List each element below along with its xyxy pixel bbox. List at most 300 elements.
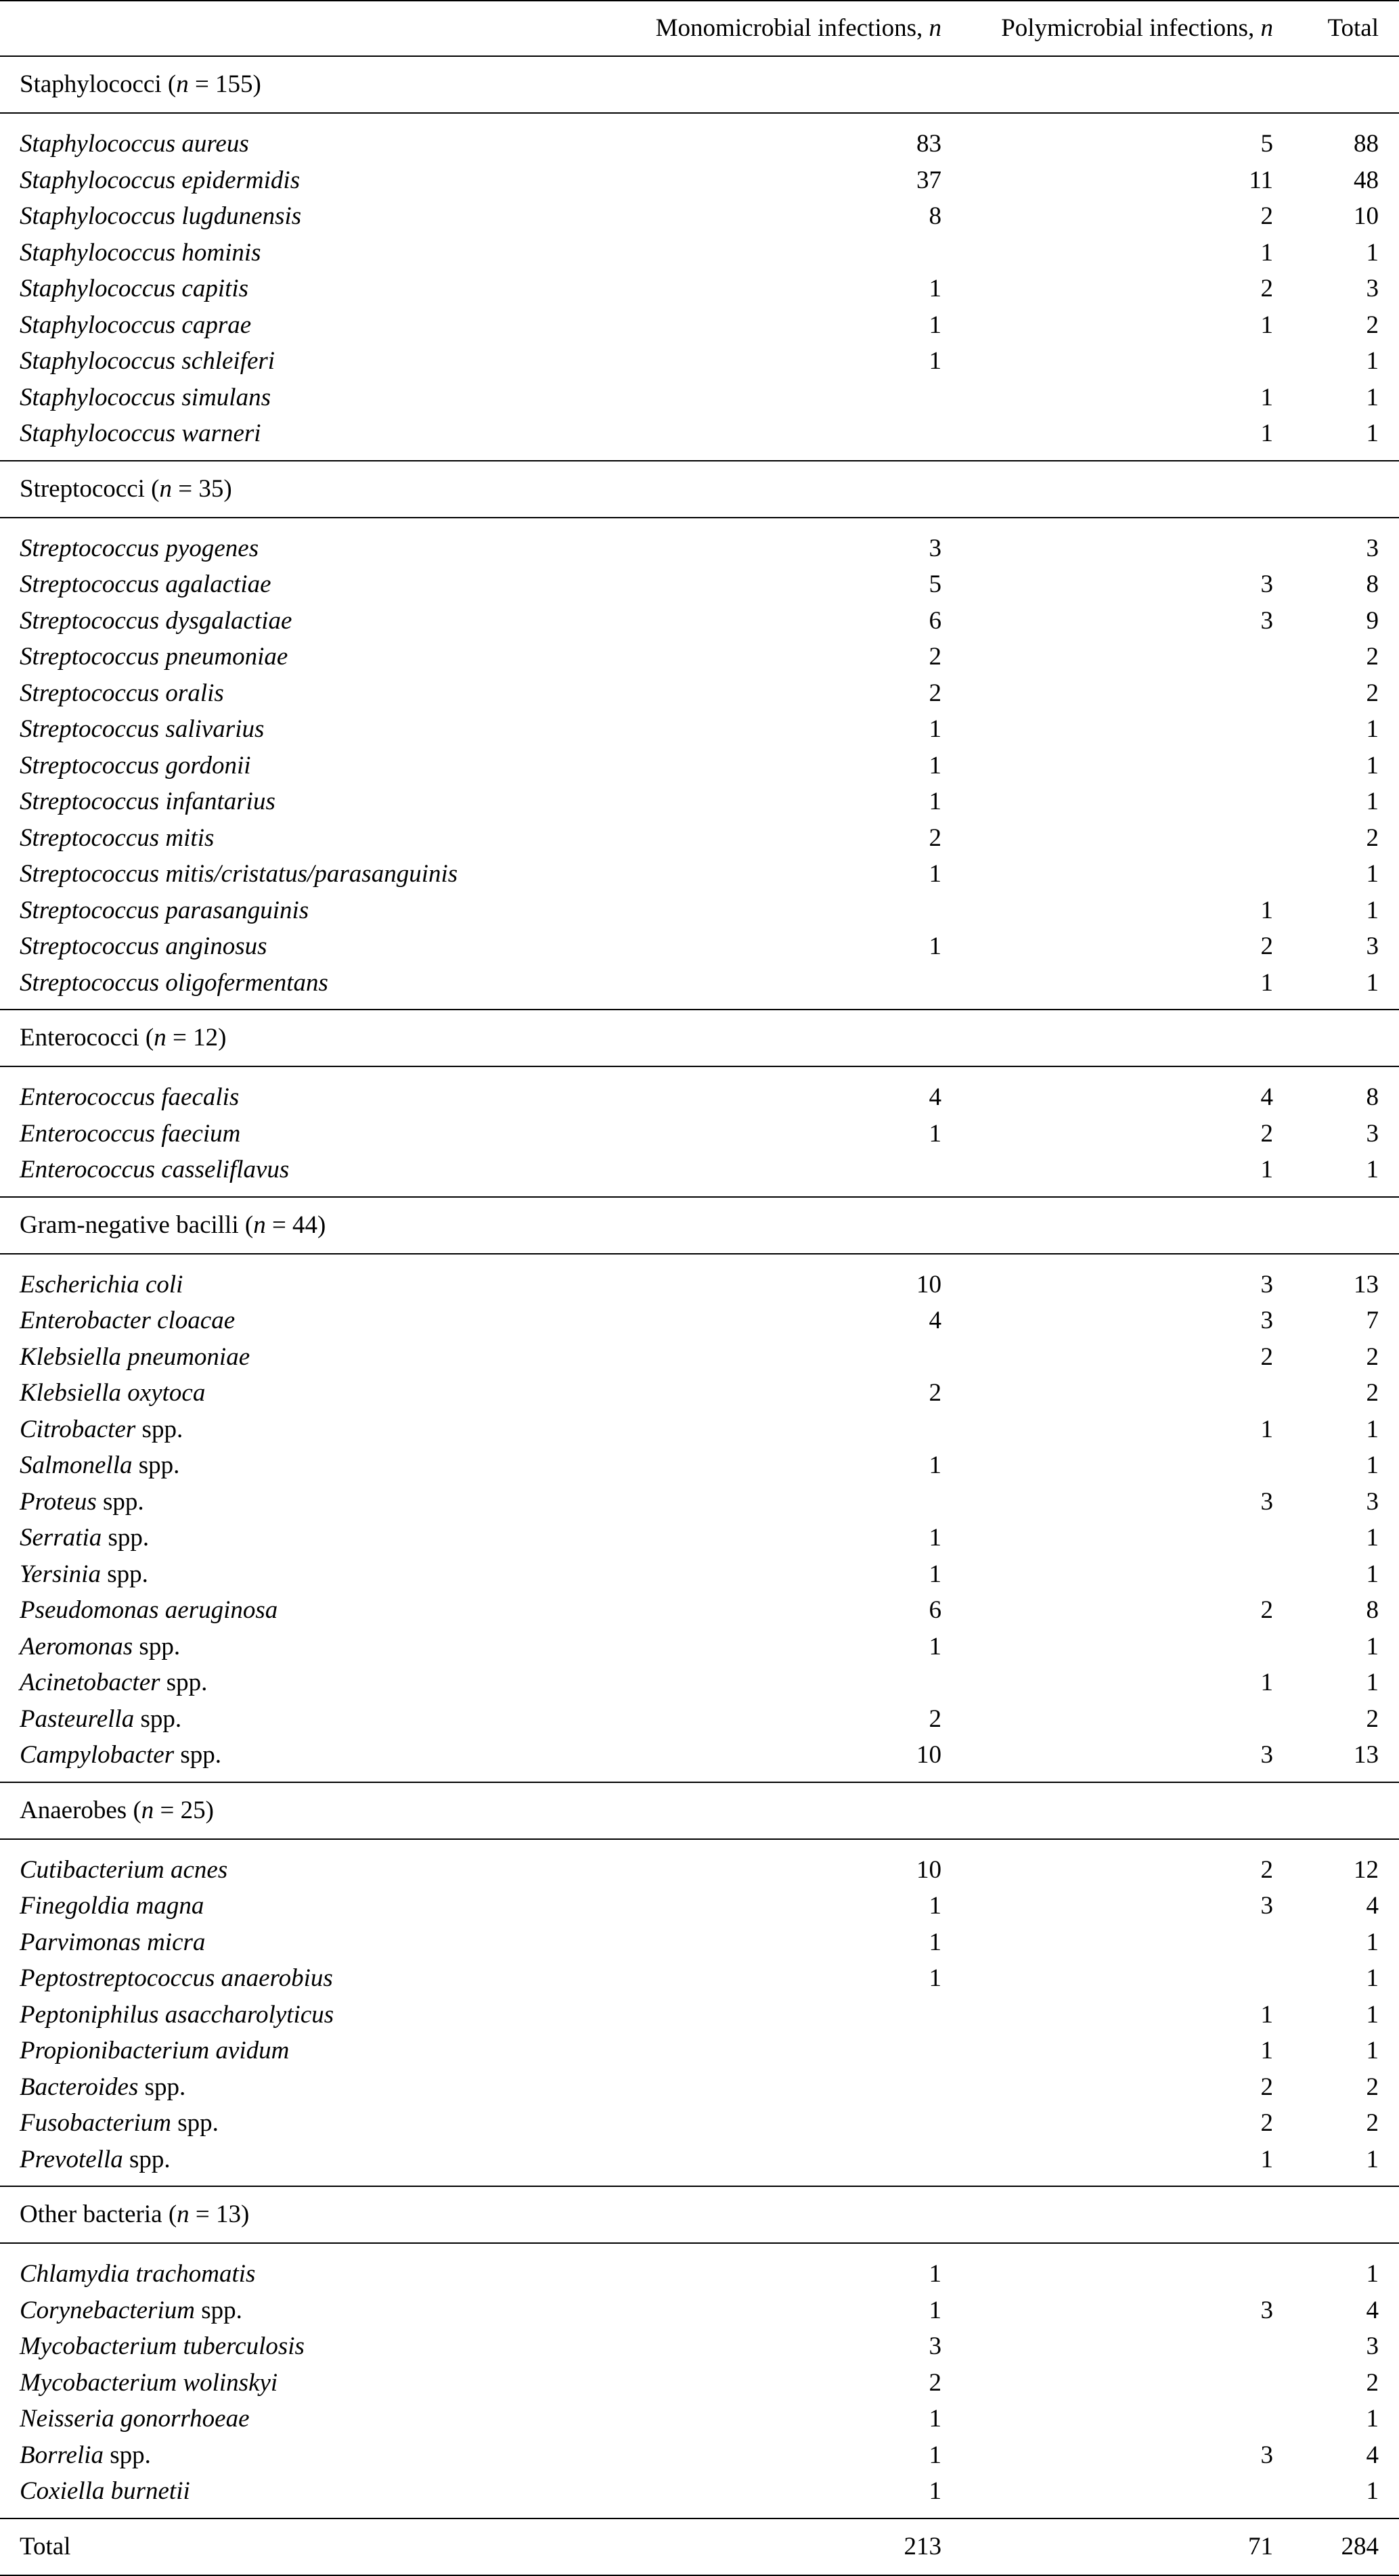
mono-count: 1 bbox=[929, 1892, 941, 1920]
table-row bbox=[0, 162, 1399, 199]
table-row bbox=[0, 1737, 1399, 1782]
table-row bbox=[0, 2437, 1399, 2474]
header-monomicrobial-label: Monomicrobial infections, n bbox=[655, 14, 941, 42]
group-label: Staphylococci (n = 155) bbox=[20, 70, 261, 98]
table-row bbox=[0, 2292, 1399, 2329]
total-count: 2 bbox=[1366, 1704, 1379, 1733]
poly-count: 2 bbox=[1260, 2073, 1273, 2101]
mono-count: 1 bbox=[929, 1632, 941, 1660]
mono-count: 1 bbox=[929, 275, 941, 302]
poly-count bbox=[955, 2473, 1297, 2518]
mono-count: 1 bbox=[929, 1560, 941, 1588]
total-count: 8 bbox=[1366, 1596, 1379, 1624]
total-row bbox=[0, 2518, 1399, 2575]
table-row bbox=[0, 271, 1399, 307]
total-count: 1 bbox=[1366, 1928, 1379, 1956]
organism-name: Staphylococcus warneri bbox=[20, 420, 261, 447]
poly-count bbox=[955, 1520, 1297, 1556]
table-row bbox=[0, 1116, 1399, 1152]
group-header-row bbox=[0, 1197, 1399, 1254]
poly-count: 3 bbox=[1260, 606, 1273, 635]
table-row bbox=[0, 820, 1399, 857]
total-count: 12 bbox=[1354, 1855, 1379, 1884]
organism-name: Serratia spp. bbox=[20, 1524, 150, 1552]
mono-count bbox=[656, 2069, 955, 2106]
organism-name: Enterobacter cloacae bbox=[20, 1307, 236, 1334]
mono-count bbox=[656, 1339, 955, 1376]
mono-count: 2 bbox=[929, 679, 941, 707]
mono-count bbox=[656, 2033, 955, 2069]
poly-count: 2 bbox=[1260, 1855, 1273, 1884]
table-row bbox=[0, 1997, 1399, 2033]
total-count: 1 bbox=[1366, 968, 1379, 997]
organism-name: Fusobacterium spp. bbox=[20, 2109, 219, 2137]
table-row bbox=[0, 856, 1399, 892]
table-row bbox=[0, 1629, 1399, 1665]
total-count: 4 bbox=[1366, 2441, 1379, 2469]
poly-count: 2 bbox=[1260, 932, 1273, 960]
group-header-row bbox=[0, 1782, 1399, 1839]
table-row bbox=[0, 1339, 1399, 1376]
organism-name: Streptococcus infantarius bbox=[20, 788, 275, 815]
mono-count bbox=[656, 1411, 955, 1448]
poly-count: 1 bbox=[1260, 1415, 1273, 1443]
total-count: 1 bbox=[1366, 751, 1379, 779]
mono-count: 1 bbox=[929, 1119, 941, 1148]
table-row bbox=[0, 343, 1399, 380]
table-row bbox=[0, 892, 1399, 929]
total-count: 1 bbox=[1366, 1451, 1379, 1479]
total-count: 3 bbox=[1366, 2332, 1379, 2360]
mono-count bbox=[656, 2105, 955, 2142]
table-row bbox=[0, 1924, 1399, 1961]
mono-count: 1 bbox=[929, 1451, 941, 1479]
total-count: 1 bbox=[1366, 347, 1379, 375]
table-row bbox=[0, 1447, 1399, 1484]
table-row bbox=[0, 113, 1399, 162]
mono-count: 1 bbox=[929, 1964, 941, 1992]
poly-count bbox=[955, 748, 1297, 784]
poly-count: 1 bbox=[1260, 2000, 1273, 2029]
table-row bbox=[0, 1375, 1399, 1411]
mono-count: 10 bbox=[916, 1855, 941, 1884]
poly-count bbox=[955, 2243, 1297, 2292]
organism-name: Peptoniphilus asaccharolyticus bbox=[20, 2000, 334, 2029]
table-row bbox=[0, 2473, 1399, 2518]
table-row bbox=[0, 639, 1399, 675]
total-count: 13 bbox=[1354, 1270, 1379, 1298]
organism-name: Staphylococcus lugdunensis bbox=[20, 202, 302, 230]
organism-name: Streptococcus mitis/cristatus/parasanguinis bbox=[20, 860, 458, 888]
poly-count bbox=[955, 1556, 1297, 1593]
poly-count: 3 bbox=[1260, 1892, 1273, 1920]
mono-count: 2 bbox=[929, 823, 941, 852]
organism-name: Parvimonas micra bbox=[20, 1928, 206, 1956]
poly-count: 3 bbox=[1260, 1487, 1273, 1516]
total-count: 1 bbox=[1366, 2000, 1379, 2029]
mono-count: 6 bbox=[929, 1596, 941, 1624]
organism-name: Staphylococcus hominis bbox=[20, 238, 261, 267]
group-header-row bbox=[0, 461, 1399, 518]
group-label: Gram-negative bacilli (n = 44) bbox=[20, 1211, 326, 1239]
organism-name: Proteus spp. bbox=[20, 1487, 144, 1516]
total-count: 3 bbox=[1366, 534, 1379, 562]
mono-count: 1 bbox=[929, 2405, 941, 2433]
organism-name: Staphylococcus aureus bbox=[20, 130, 249, 158]
total-count: 2 bbox=[1366, 643, 1379, 671]
header-total: Total bbox=[1327, 14, 1379, 42]
total-count: 1 bbox=[1366, 238, 1379, 267]
total-count: 7 bbox=[1366, 1307, 1379, 1334]
group-header-row bbox=[0, 2186, 1399, 2243]
table-row bbox=[0, 1303, 1399, 1339]
table-row bbox=[0, 2243, 1399, 2292]
table-row bbox=[0, 2328, 1399, 2365]
total-count: 9 bbox=[1366, 606, 1379, 635]
total-count: 1 bbox=[1366, 1669, 1379, 1696]
table-row bbox=[0, 1484, 1399, 1520]
total-count: 1 bbox=[1366, 420, 1379, 447]
mono-count: 1 bbox=[929, 2260, 941, 2288]
total-count: 4 bbox=[1366, 2296, 1379, 2324]
total-count: 1 bbox=[1366, 2405, 1379, 2433]
total-count: 8 bbox=[1366, 1083, 1379, 1111]
total-count: 1 bbox=[1366, 383, 1379, 411]
organism-name: Pseudomonas aeruginosa bbox=[20, 1596, 278, 1624]
organism-name: Streptococcus oralis bbox=[20, 679, 224, 707]
poly-count bbox=[955, 820, 1297, 857]
poly-count: 2 bbox=[1260, 1596, 1273, 1624]
mono-count: 3 bbox=[929, 534, 941, 562]
total-count: 13 bbox=[1354, 1741, 1379, 1769]
table-row bbox=[0, 1701, 1399, 1738]
group-label: Streptococci (n = 35) bbox=[20, 474, 232, 503]
organism-name: Prevotella spp. bbox=[20, 2145, 171, 2173]
poly-count bbox=[955, 2401, 1297, 2437]
table-row bbox=[0, 928, 1399, 965]
total-count: 1 bbox=[1366, 2145, 1379, 2173]
table-row bbox=[0, 1066, 1399, 1116]
poly-count: 3 bbox=[1260, 2296, 1273, 2324]
organism-name: Klebsiella oxytoca bbox=[20, 1379, 206, 1407]
organism-name: Propionibacterium avidum bbox=[20, 2037, 290, 2064]
poly-count: 3 bbox=[1260, 1307, 1273, 1334]
table-row bbox=[0, 1152, 1399, 1197]
organism-name: Bacteroides spp. bbox=[20, 2073, 186, 2101]
poly-count bbox=[955, 1924, 1297, 1961]
group-label: Anaerobes (n = 25) bbox=[20, 1796, 214, 1824]
organism-name: Staphylococcus caprae bbox=[20, 311, 252, 339]
total-total: 284 bbox=[1341, 2532, 1379, 2560]
table-row bbox=[0, 307, 1399, 344]
poly-count bbox=[955, 1447, 1297, 1484]
table-row bbox=[0, 2105, 1399, 2142]
organism-name: Citrobacter spp. bbox=[20, 1415, 183, 1443]
mono-count: 10 bbox=[916, 1741, 941, 1769]
group-header-row bbox=[0, 56, 1399, 113]
header-polymicrobial bbox=[955, 1, 1297, 56]
poly-count bbox=[955, 711, 1297, 748]
organism-name: Streptococcus pyogenes bbox=[20, 534, 259, 562]
table-row bbox=[0, 2069, 1399, 2106]
group-label: Other bacteria (n = 13) bbox=[20, 2200, 250, 2228]
organism-name: Mycobacterium wolinskyi bbox=[20, 2368, 278, 2397]
table-row bbox=[0, 1665, 1399, 1701]
poly-count: 1 bbox=[1260, 968, 1273, 997]
organism-name: Streptococcus anginosus bbox=[20, 932, 267, 960]
mono-count: 1 bbox=[929, 1928, 941, 1956]
organism-name: Borrelia spp. bbox=[20, 2441, 151, 2469]
mono-count: 1 bbox=[929, 311, 941, 339]
poly-count: 2 bbox=[1260, 202, 1273, 230]
mono-count: 83 bbox=[916, 130, 941, 158]
organism-name: Enterococcus faecium bbox=[20, 1119, 241, 1148]
mono-count: 1 bbox=[929, 932, 941, 960]
poly-count: 3 bbox=[1260, 2441, 1273, 2469]
organism-name: Staphylococcus capitis bbox=[20, 275, 249, 302]
mono-count bbox=[656, 1665, 955, 1701]
total-count: 1 bbox=[1366, 896, 1379, 924]
total-count: 1 bbox=[1366, 1560, 1379, 1588]
organism-name: Corynebacterium spp. bbox=[20, 2296, 242, 2324]
total-count: 1 bbox=[1366, 860, 1379, 888]
total-count: 48 bbox=[1354, 166, 1379, 194]
poly-count: 11 bbox=[1249, 166, 1273, 194]
table-row bbox=[0, 784, 1399, 820]
mono-count: 1 bbox=[929, 715, 941, 743]
table-row bbox=[0, 1520, 1399, 1556]
organism-name: Staphylococcus schleiferi bbox=[20, 347, 275, 375]
table-row bbox=[0, 675, 1399, 712]
organism-name: Streptococcus gordonii bbox=[20, 751, 251, 779]
total-count: 4 bbox=[1366, 1892, 1379, 1920]
organism-name: Streptococcus dysgalactiae bbox=[20, 606, 292, 635]
mono-count: 2 bbox=[929, 1379, 941, 1407]
mono-count: 3 bbox=[929, 2332, 941, 2360]
poly-count: 4 bbox=[1260, 1083, 1273, 1111]
mono-count: 4 bbox=[929, 1083, 941, 1111]
poly-count: 1 bbox=[1260, 2037, 1273, 2064]
poly-count bbox=[955, 784, 1297, 820]
organism-name: Streptococcus agalactiae bbox=[20, 570, 271, 598]
poly-count bbox=[955, 1375, 1297, 1411]
mono-count: 2 bbox=[929, 643, 941, 671]
mono-count: 1 bbox=[929, 860, 941, 888]
poly-count: 1 bbox=[1260, 311, 1273, 339]
poly-count bbox=[955, 1960, 1297, 1997]
header-name-cell bbox=[0, 1, 656, 56]
poly-count: 1 bbox=[1260, 1669, 1273, 1696]
total-count: 2 bbox=[1366, 2368, 1379, 2397]
organism-name: Salmonella spp. bbox=[20, 1451, 180, 1479]
mono-count bbox=[656, 235, 955, 271]
table-row bbox=[0, 518, 1399, 567]
organism-name: Enterococcus faecalis bbox=[20, 1083, 240, 1111]
poly-count bbox=[955, 343, 1297, 380]
total-count: 3 bbox=[1366, 1119, 1379, 1148]
mono-count: 1 bbox=[929, 347, 941, 375]
total-count: 3 bbox=[1366, 275, 1379, 302]
table-row bbox=[0, 711, 1399, 748]
mono-count: 2 bbox=[929, 2368, 941, 2397]
poly-count: 1 bbox=[1260, 383, 1273, 411]
poly-count bbox=[955, 2365, 1297, 2401]
mono-count: 1 bbox=[929, 751, 941, 779]
table-row bbox=[0, 1556, 1399, 1593]
table-row bbox=[0, 2142, 1399, 2187]
poly-count bbox=[955, 2328, 1297, 2365]
poly-count: 2 bbox=[1260, 275, 1273, 302]
table-row bbox=[0, 380, 1399, 416]
organism-name: Streptococcus salivarius bbox=[20, 715, 265, 743]
organism-name: Streptococcus pneumoniae bbox=[20, 643, 288, 671]
total-count: 3 bbox=[1366, 932, 1379, 960]
table-row bbox=[0, 1960, 1399, 1997]
organism-name: Streptococcus mitis bbox=[20, 823, 215, 852]
poly-count: 5 bbox=[1260, 130, 1273, 158]
poly-count: 1 bbox=[1260, 896, 1273, 924]
organism-name: Cutibacterium acnes bbox=[20, 1855, 228, 1884]
poly-count: 2 bbox=[1260, 1119, 1273, 1148]
mono-count bbox=[656, 1152, 955, 1197]
table-row bbox=[0, 235, 1399, 271]
table-row bbox=[0, 566, 1399, 603]
mono-count: 4 bbox=[929, 1307, 941, 1334]
total-count: 1 bbox=[1366, 1632, 1379, 1660]
total-count: 1 bbox=[1366, 1964, 1379, 1992]
table-row bbox=[0, 2033, 1399, 2069]
total-count: 1 bbox=[1366, 715, 1379, 743]
mono-count bbox=[656, 965, 955, 1010]
mono-count: 5 bbox=[929, 570, 941, 598]
mono-count bbox=[656, 380, 955, 416]
total-count: 1 bbox=[1366, 2477, 1379, 2505]
organism-name: Peptostreptococcus anaerobius bbox=[20, 1964, 333, 1992]
organism-name: Streptococcus oligofermentans bbox=[20, 968, 328, 997]
organism-name: Chlamydia trachomatis bbox=[20, 2260, 256, 2288]
organism-name: Mycobacterium tuberculosis bbox=[20, 2332, 305, 2360]
organism-name: Klebsiella pneumoniae bbox=[20, 1342, 250, 1371]
total-mono: 213 bbox=[904, 2532, 941, 2560]
mono-count: 6 bbox=[929, 606, 941, 635]
total-count: 8 bbox=[1366, 570, 1379, 598]
mono-count: 1 bbox=[929, 1524, 941, 1552]
table-row bbox=[0, 2401, 1399, 2437]
poly-count bbox=[955, 1629, 1297, 1665]
organism-name: Finegoldia magna bbox=[20, 1892, 204, 1920]
organism-name: Enterococcus casseliflavus bbox=[20, 1156, 290, 1183]
poly-count bbox=[955, 518, 1297, 567]
mono-count bbox=[656, 1484, 955, 1520]
total-count: 10 bbox=[1354, 202, 1379, 230]
table-row bbox=[0, 1592, 1399, 1629]
poly-count bbox=[955, 856, 1297, 892]
mono-count: 10 bbox=[916, 1270, 941, 1298]
poly-count: 1 bbox=[1260, 2145, 1273, 2173]
poly-count bbox=[955, 639, 1297, 675]
poly-count bbox=[955, 675, 1297, 712]
table-row bbox=[0, 1839, 1399, 1889]
table-row bbox=[0, 2365, 1399, 2401]
organism-name: Neisseria gonorrhoeae bbox=[20, 2405, 250, 2433]
total-count: 1 bbox=[1366, 1524, 1379, 1552]
total-count: 1 bbox=[1366, 1156, 1379, 1183]
total-count: 1 bbox=[1366, 2260, 1379, 2288]
poly-count: 2 bbox=[1260, 1342, 1273, 1371]
mono-count: 2 bbox=[929, 1704, 941, 1733]
organism-name: Staphylococcus simulans bbox=[20, 383, 271, 411]
total-count: 1 bbox=[1366, 1415, 1379, 1443]
mono-count: 1 bbox=[929, 2296, 941, 2324]
poly-count: 3 bbox=[1260, 1741, 1273, 1769]
table-row bbox=[0, 603, 1399, 639]
total-label: Total bbox=[20, 2532, 71, 2560]
total-count: 3 bbox=[1366, 1487, 1379, 1516]
mono-count: 8 bbox=[929, 202, 941, 230]
total-count: 2 bbox=[1366, 2073, 1379, 2101]
organism-name: Escherichia coli bbox=[20, 1270, 183, 1298]
total-count: 2 bbox=[1366, 1342, 1379, 1371]
mono-count bbox=[656, 1997, 955, 2033]
organism-name: Staphylococcus epidermidis bbox=[20, 166, 301, 194]
organism-name: Coxiella burnetii bbox=[20, 2477, 190, 2505]
organism-name: Aeromonas spp. bbox=[20, 1632, 181, 1660]
table-row bbox=[0, 965, 1399, 1010]
organism-name: Campylobacter spp. bbox=[20, 1741, 222, 1769]
poly-count: 1 bbox=[1260, 238, 1273, 267]
total-count: 2 bbox=[1366, 679, 1379, 707]
organism-name: Pasteurella spp. bbox=[20, 1704, 182, 1733]
total-poly: 71 bbox=[1248, 2532, 1273, 2560]
group-label: Enterococci (n = 12) bbox=[20, 1024, 227, 1052]
header-polymicrobial-label: Polymicrobial infections, n bbox=[1001, 14, 1273, 42]
poly-count: 1 bbox=[1260, 420, 1273, 447]
table-row bbox=[0, 748, 1399, 784]
table-row bbox=[0, 415, 1399, 461]
table-row bbox=[0, 1254, 1399, 1303]
mono-count: 1 bbox=[929, 2441, 941, 2469]
organism-name: Streptococcus parasanguinis bbox=[20, 896, 309, 924]
organism-name: Acinetobacter spp. bbox=[20, 1669, 208, 1696]
total-count: 2 bbox=[1366, 2109, 1379, 2137]
total-count: 1 bbox=[1366, 788, 1379, 815]
table-header-row bbox=[0, 1, 1399, 56]
table-body bbox=[0, 56, 1399, 2518]
table-row bbox=[0, 1888, 1399, 1924]
mono-count: 1 bbox=[929, 2477, 941, 2505]
mono-count bbox=[656, 415, 955, 461]
poly-count: 2 bbox=[1260, 2109, 1273, 2137]
poly-count: 3 bbox=[1260, 1270, 1273, 1298]
total-count: 2 bbox=[1366, 1379, 1379, 1407]
table-row bbox=[0, 1411, 1399, 1448]
total-count: 88 bbox=[1354, 130, 1379, 158]
organism-name: Yersinia spp. bbox=[20, 1560, 148, 1588]
group-header-row bbox=[0, 1010, 1399, 1066]
mono-count: 37 bbox=[916, 166, 941, 194]
total-count: 1 bbox=[1366, 2037, 1379, 2064]
table-row bbox=[0, 198, 1399, 235]
poly-count bbox=[955, 1701, 1297, 1738]
poly-count: 1 bbox=[1260, 1156, 1273, 1183]
header-monomicrobial bbox=[656, 1, 955, 56]
poly-count: 3 bbox=[1260, 570, 1273, 598]
total-count: 2 bbox=[1366, 823, 1379, 852]
mono-count bbox=[656, 2142, 955, 2187]
mono-count bbox=[656, 892, 955, 929]
mono-count: 1 bbox=[929, 788, 941, 815]
total-count: 2 bbox=[1366, 311, 1379, 339]
